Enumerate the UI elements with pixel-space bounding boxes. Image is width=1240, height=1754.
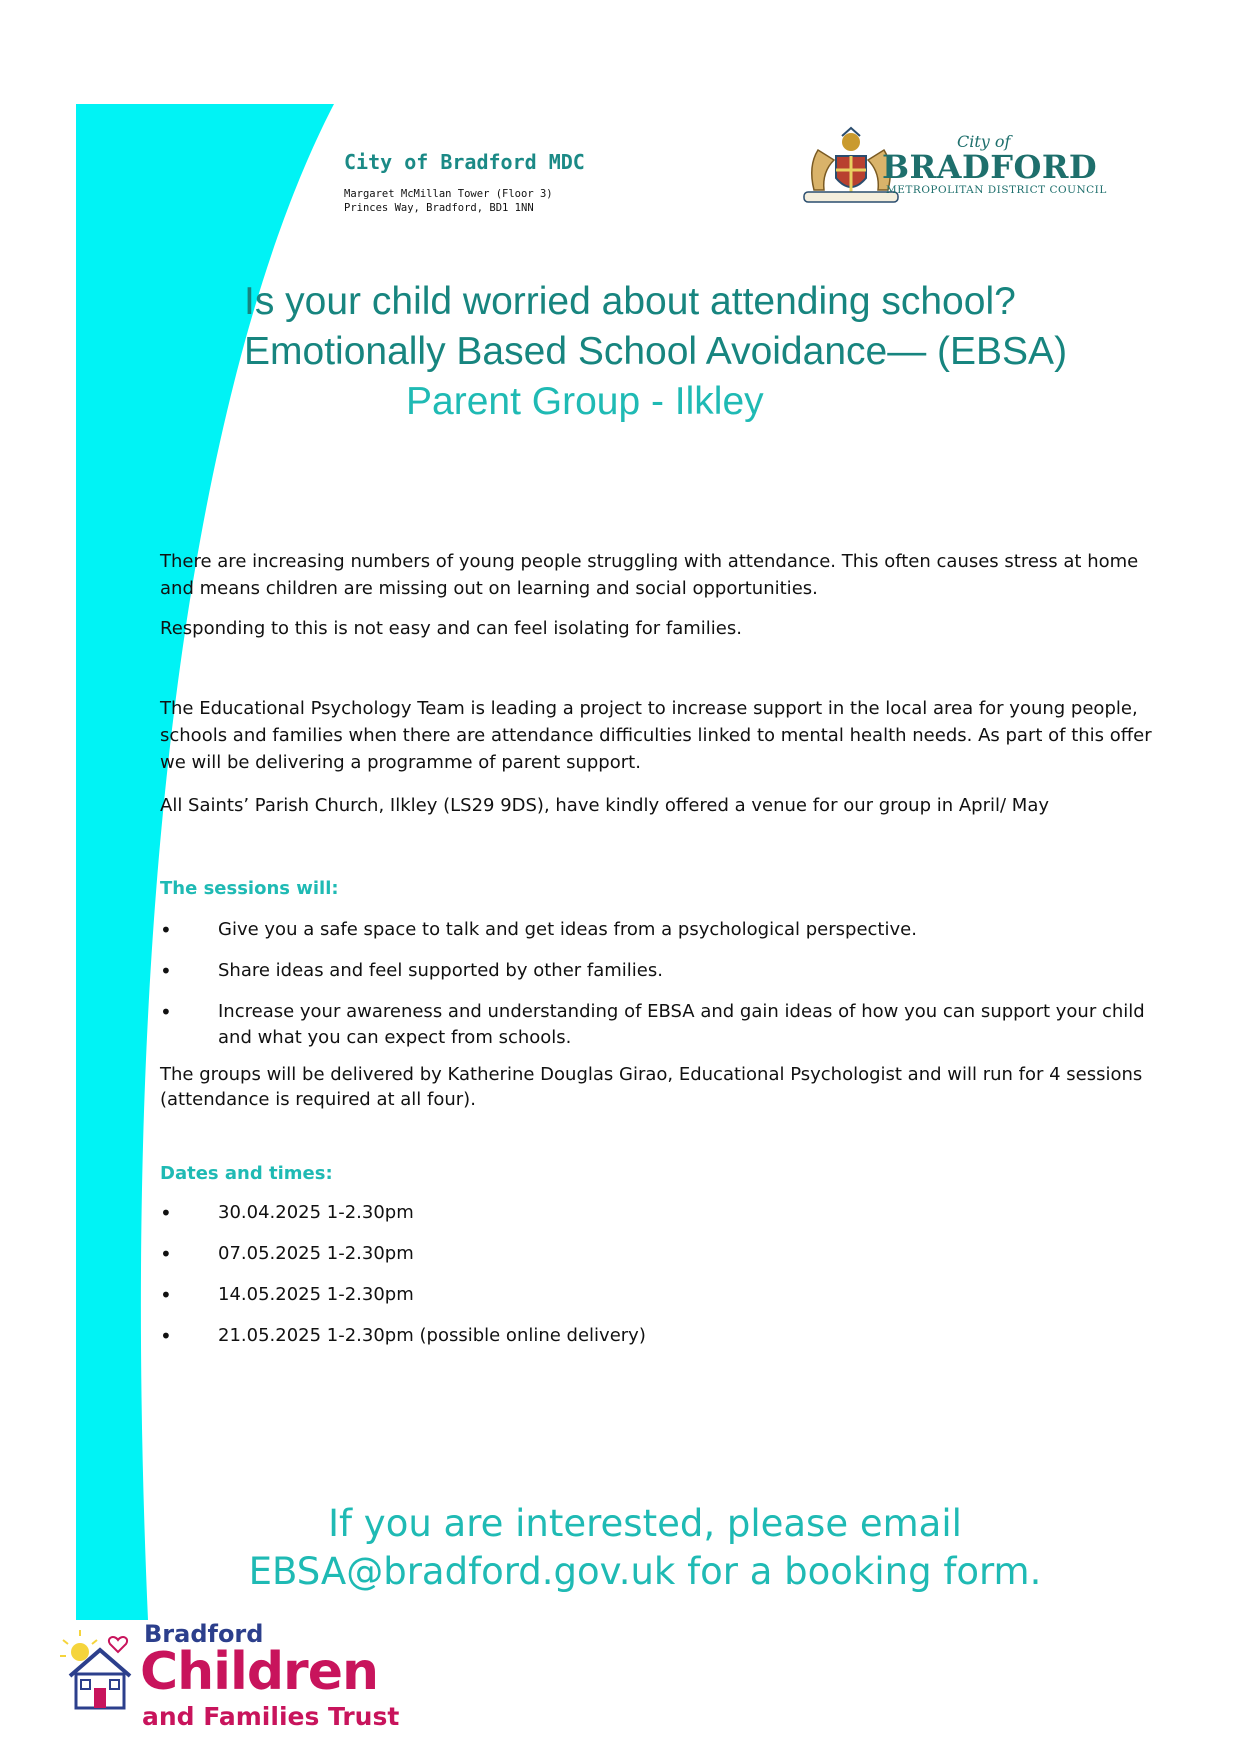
address-line-1: Margaret McMillan Tower (Floor 3) [344, 188, 553, 200]
list-item [160, 1200, 1170, 1226]
sessions-list [160, 917, 1170, 1051]
bullet-icon: • [160, 959, 172, 983]
council-subtitle: METROPOLITAN DISTRICT COUNCIL [886, 184, 1107, 196]
bullet-icon: • [160, 1000, 172, 1024]
title-line-3: Parent Group - Ilkley [406, 380, 764, 423]
sessions-heading: The sessions will: [160, 878, 339, 899]
bullet-icon: • [160, 1324, 172, 1348]
cta-line-2: EBSA@bradford.gov.uk for a booking form. [248, 1550, 1042, 1593]
title-line-1: Is your child worried about attending school? [244, 280, 1016, 323]
council-name: BRADFORD [882, 148, 1098, 186]
cta-line-1: If you are interested, please email [328, 1502, 962, 1545]
list-item [160, 1323, 1170, 1349]
list-item-text: 07.05.2025 1-2.30pm [218, 1243, 414, 1264]
bullet-icon: • [160, 918, 172, 942]
dates-list [160, 1200, 1170, 1349]
trust-logo-line-1: Bradford [144, 1620, 264, 1648]
bullet-icon: • [160, 1201, 172, 1225]
address-line-2: Princes Way, Bradford, BD1 1NN [344, 202, 534, 214]
list-item-text: 21.05.2025 1-2.30pm (possible online delivery) [218, 1325, 646, 1346]
council-city: City of [957, 132, 1011, 151]
list-item-text: 30.04.2025 1-2.30pm [218, 1202, 414, 1223]
list-item-text: Increase your awareness and understanding of EBSA and gain ideas of how you can support your child and what you can expect from schools. [218, 1001, 1145, 1048]
org-name: City of Bradford MDC [344, 150, 585, 174]
list-item [160, 1282, 1170, 1308]
list-item [160, 917, 1170, 943]
list-item [160, 999, 1170, 1051]
intro-paragraph-2: Responding to this is not easy and can feel isolating for families. [160, 618, 742, 639]
list-item [160, 1241, 1170, 1267]
intro-paragraph-4: All Saints’ Parish Church, Ilkley (LS29 9DS), have kindly offered a venue for our group in April/ May [160, 795, 1050, 816]
bullet-icon: • [160, 1283, 172, 1307]
list-item-text: 14.05.2025 1-2.30pm [218, 1284, 414, 1305]
list-item-text: Share ideas and feel supported by other families. [218, 960, 663, 981]
dates-heading: Dates and times: [160, 1163, 333, 1184]
intro-paragraph-3: The Educational Psychology Team is leading a project to increase support in the local area for young people, schools and families when there are attendance difficulties linked to mental health needs. As part of this offer we will be delivering a programme of parent support. [160, 698, 1152, 773]
decorative-swoosh [0, 0, 340, 1754]
trust-logo-line-2: Children [140, 1642, 378, 1702]
list-item-text: Give you a safe space to talk and get ideas from a psychological perspective. [218, 919, 917, 940]
trust-logo-line-3: and Families Trust [142, 1702, 400, 1731]
bullet-icon: • [160, 1242, 172, 1266]
title-line-2: Emotionally Based School Avoidance— (EBSA) [244, 330, 1068, 373]
list-item [160, 958, 1170, 984]
sessions-note: The groups will be delivered by Katherine Douglas Girao, Educational Psychologist and will run for 4 sessions (attendance is required at all four). [160, 1064, 1143, 1110]
intro-paragraph-1: There are increasing numbers of young people struggling with attendance. This often causes stress at home and means children are missing out on learning and social opportunities. [160, 551, 1139, 599]
house-sun-heart-icon [60, 1620, 140, 1710]
